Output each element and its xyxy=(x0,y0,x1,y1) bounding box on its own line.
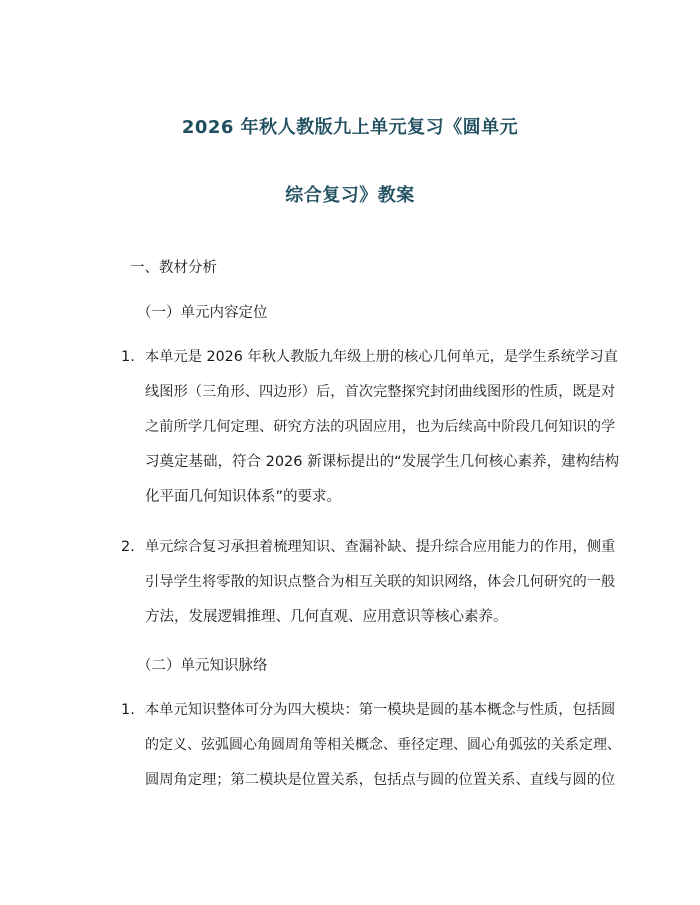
document-title-line-1: 2026 年秋人教版九上单元复习《圆单元 xyxy=(181,117,519,138)
paragraph-line: 本单元是 2026 年秋人教版九年级上册的核心几何单元，是学生系统学习直 xyxy=(145,349,618,365)
paragraph-line: 单元综合复习承担着梳理知识、查漏补缺、提升综合应用能力的作用，侧重 xyxy=(145,539,616,555)
paragraph-line: 的定义、弦弧圆心角圆周角等相关概念、垂径定理、圆心角弧弦的关系定理、 xyxy=(145,737,621,753)
paragraph-line: 习奠定基础，符合 2026 新课标提出的“发展学生几何核心素养，建构结构 xyxy=(145,454,620,470)
subsection-heading-unit-positioning: （一）单元内容定位 xyxy=(137,305,268,321)
paragraph-line: 线图形（三角形、四边形）后，首次完整探究封闭曲线图形的性质，既是对 xyxy=(145,384,616,400)
paragraph-line: 之前所学几何定理、研究方法的巩固应用，也为后续高中阶段几何知识的学 xyxy=(145,419,616,435)
paragraph-line: 引导学生将零散的知识点整合为相互关联的知识网络，体会几何研究的一般 xyxy=(145,574,616,590)
paragraph-line: 方法，发展逻辑推理、几何直观、应用意识等核心素养。 xyxy=(145,609,508,625)
list-item-number: 2. xyxy=(121,539,135,555)
paragraph-line: 本单元知识整体可分为四大模块：第一模块是圆的基本概念与性质，包括圆 xyxy=(145,702,616,718)
paragraph-line: 圆周角定理；第二模块是位置关系，包括点与圆的位置关系、直线与圆的位 xyxy=(145,772,616,788)
list-item-number: 1. xyxy=(121,702,135,718)
list-item-number: 1. xyxy=(121,349,135,365)
document-title-line-2: 综合复习》教案 xyxy=(285,185,415,206)
section-heading-materials-analysis: 一、教材分析 xyxy=(130,260,217,276)
subsection-heading-knowledge-structure: （二）单元知识脉络 xyxy=(137,658,268,674)
paragraph-line: 化平面几何知识体系”的要求。 xyxy=(145,489,342,505)
